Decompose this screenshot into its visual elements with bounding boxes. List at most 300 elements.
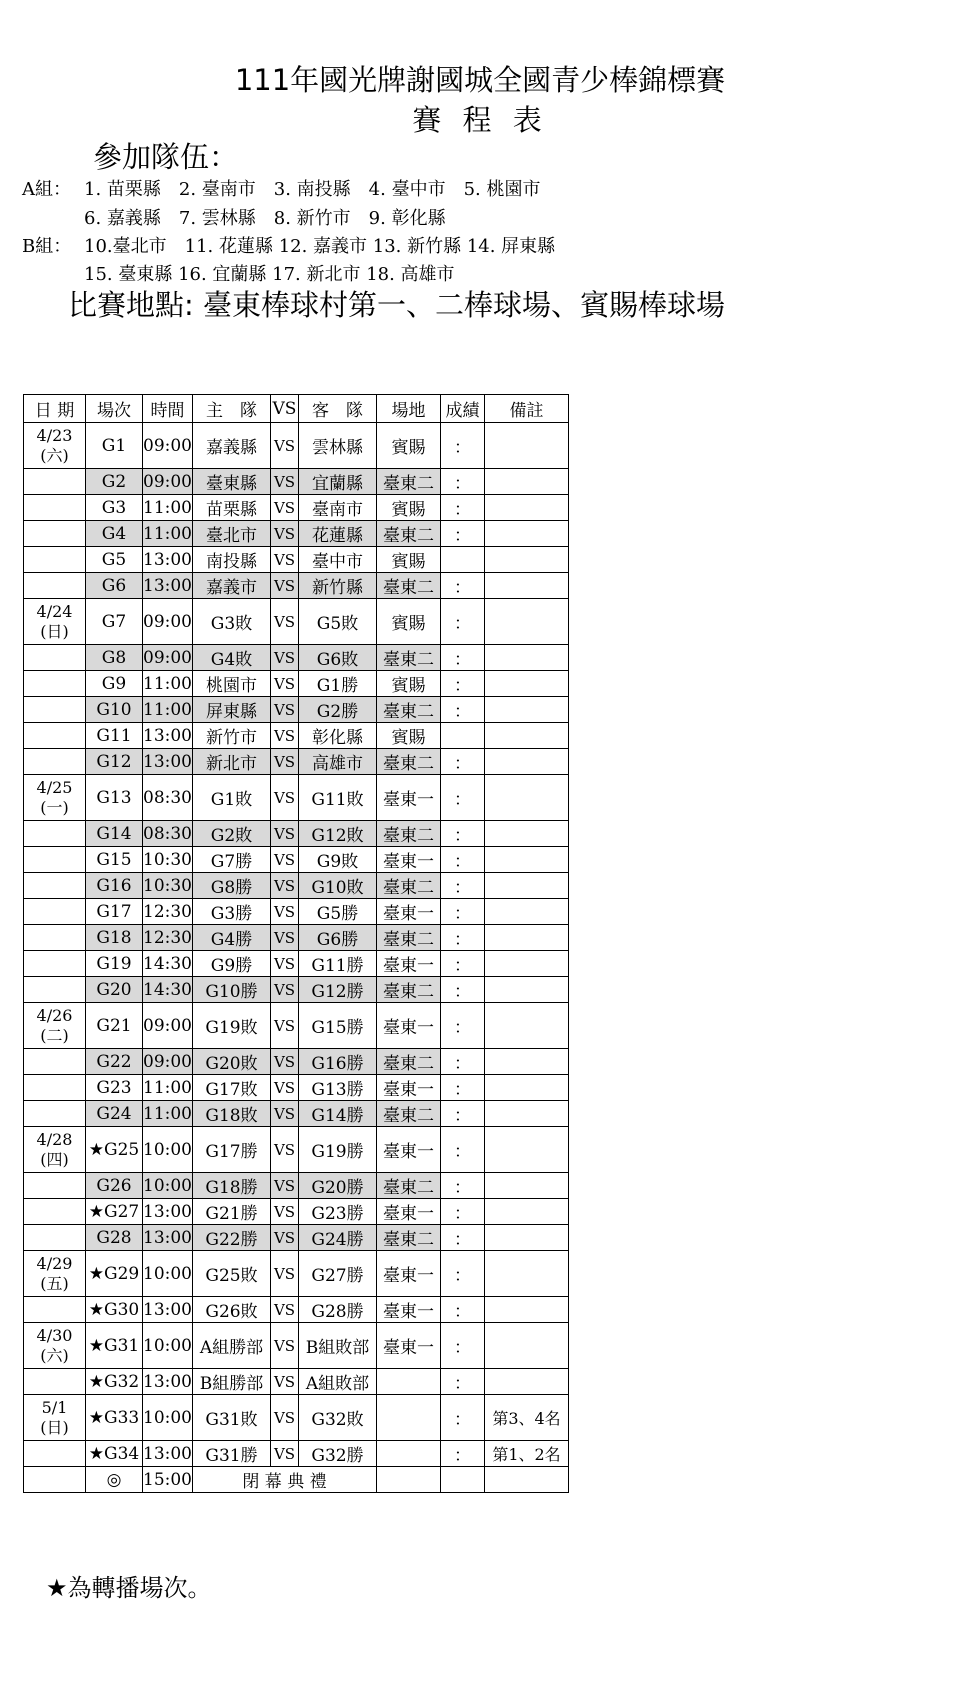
score-cell: ：	[441, 1003, 485, 1049]
score-cell: ：	[441, 821, 485, 847]
home-team-cell: G8勝	[193, 873, 271, 899]
field-cell: 賓賜	[377, 547, 441, 573]
field-cell: 賓賜	[377, 495, 441, 521]
vs-cell: VS	[271, 951, 299, 977]
score-cell	[441, 723, 485, 749]
time-cell: 11:00	[143, 671, 193, 697]
home-team-cell: 屏東縣	[193, 697, 271, 723]
table-row	[24, 1101, 569, 1127]
time-cell: 10:30	[143, 847, 193, 873]
table-row	[24, 521, 569, 547]
home-team-cell: G31勝	[193, 1441, 271, 1467]
score-cell: ：	[441, 775, 485, 821]
time-cell: 13:00	[143, 1297, 193, 1323]
vs-cell: VS	[271, 925, 299, 951]
home-team-cell: G7勝	[193, 847, 271, 873]
time-cell: 09:00	[143, 1003, 193, 1049]
vs-cell: VS	[271, 1441, 299, 1467]
home-team-cell: G4敗	[193, 645, 271, 671]
vs-cell: VS	[271, 697, 299, 723]
note-cell	[485, 697, 569, 723]
date-cell	[24, 671, 86, 697]
vs-cell: VS	[271, 775, 299, 821]
note-cell	[485, 775, 569, 821]
home-team-cell: G18勝	[193, 1173, 271, 1199]
note-cell	[485, 671, 569, 697]
game-cell: G5	[86, 547, 143, 573]
away-team-cell: G32敗	[299, 1395, 377, 1441]
score-cell: ：	[441, 1441, 485, 1467]
away-team-cell: G24勝	[299, 1225, 377, 1251]
date-cell	[24, 1369, 86, 1395]
score-cell: ：	[441, 573, 485, 599]
vs-cell: VS	[271, 1127, 299, 1173]
date-cell	[24, 1075, 86, 1101]
vs-cell: VS	[271, 873, 299, 899]
away-team-cell: G11敗	[299, 775, 377, 821]
table-row	[24, 1049, 569, 1075]
home-team-cell: 苗栗縣	[193, 495, 271, 521]
game-cell: ★G25	[86, 1127, 143, 1173]
field-cell: 賓賜	[377, 671, 441, 697]
date-cell	[24, 723, 86, 749]
time-cell: 09:00	[143, 645, 193, 671]
time-cell: 11:00	[143, 697, 193, 723]
score-cell: ：	[441, 1199, 485, 1225]
away-team-cell: G23勝	[299, 1199, 377, 1225]
document-title: 111年國光牌謝國城全國青少棒錦標賽	[234, 63, 726, 97]
date-cell	[24, 1323, 86, 1369]
home-team-cell: A組勝部	[193, 1323, 271, 1369]
field-cell	[377, 1441, 441, 1467]
time-cell: 08:30	[143, 821, 193, 847]
vs-cell: VS	[271, 749, 299, 775]
score-cell: ：	[441, 469, 485, 495]
time-cell: 13:00	[143, 573, 193, 599]
vs-cell: VS	[271, 573, 299, 599]
date-cell	[24, 1251, 86, 1297]
field-cell: 臺東一	[377, 951, 441, 977]
header-note: 備註	[485, 395, 569, 423]
vs-cell: VS	[271, 495, 299, 521]
score-cell: ：	[441, 1173, 485, 1199]
home-team-cell: G22勝	[193, 1225, 271, 1251]
field-cell: 臺東一	[377, 775, 441, 821]
date-text: 4/28	[36, 1129, 73, 1149]
score-cell: ：	[441, 1075, 485, 1101]
time-cell: 13:00	[143, 547, 193, 573]
time-cell: 14:30	[143, 977, 193, 1003]
date-cell	[24, 547, 86, 573]
date-cell	[24, 573, 86, 599]
date-cell	[24, 873, 86, 899]
game-cell: G28	[86, 1225, 143, 1251]
away-team-cell: G2勝	[299, 697, 377, 723]
note-cell	[485, 1049, 569, 1075]
table-row	[24, 1297, 569, 1323]
away-team-cell: G14勝	[299, 1101, 377, 1127]
game-cell: ★G29	[86, 1251, 143, 1297]
note-cell	[485, 847, 569, 873]
field-cell: 臺東二	[377, 573, 441, 599]
time-cell: 08:30	[143, 775, 193, 821]
date-cell	[24, 749, 86, 775]
home-team-cell: G2敗	[193, 821, 271, 847]
vs-cell: VS	[271, 723, 299, 749]
time-cell: 13:00	[143, 1225, 193, 1251]
date-cell	[24, 469, 86, 495]
date-text: 4/24	[36, 601, 73, 621]
vs-cell: VS	[271, 977, 299, 1003]
away-team-cell: G19勝	[299, 1127, 377, 1173]
vs-cell: VS	[271, 1075, 299, 1101]
time-cell: 12:30	[143, 899, 193, 925]
group-teams: 10.臺北市 11. 花蓮縣 12. 嘉義市 13. 新竹縣 14. 屏東縣	[84, 236, 556, 257]
game-cell: G17	[86, 899, 143, 925]
note-cell	[485, 1173, 569, 1199]
schedule-table	[23, 394, 569, 1493]
game-cell: G6	[86, 573, 143, 599]
away-team-cell: 高雄市	[299, 749, 377, 775]
home-team-cell: G21勝	[193, 1199, 271, 1225]
note-cell	[485, 899, 569, 925]
date-cell	[24, 423, 86, 469]
game-cell: ★G33	[86, 1395, 143, 1441]
field-cell: 臺東二	[377, 749, 441, 775]
date-cell	[24, 1225, 86, 1251]
date-cell	[24, 847, 86, 873]
closing-note	[485, 1467, 569, 1493]
note-cell	[485, 1225, 569, 1251]
away-team-cell: 花蓮縣	[299, 521, 377, 547]
note-cell	[485, 495, 569, 521]
table-row	[24, 1251, 569, 1297]
score-cell: ：	[441, 749, 485, 775]
away-team-cell: G20勝	[299, 1173, 377, 1199]
vs-cell: VS	[271, 547, 299, 573]
away-team-cell: G1勝	[299, 671, 377, 697]
table-row	[24, 599, 569, 645]
field-cell	[377, 1395, 441, 1441]
date-cell	[24, 775, 86, 821]
weekday-text: (五)	[40, 1273, 69, 1293]
closing-row	[24, 1467, 569, 1493]
table-row	[24, 977, 569, 1003]
home-team-cell: G9勝	[193, 951, 271, 977]
date-cell	[24, 1003, 86, 1049]
field-cell: 臺東一	[377, 899, 441, 925]
away-team-cell: G5敗	[299, 599, 377, 645]
header-row	[24, 395, 569, 423]
time-cell: 09:00	[143, 423, 193, 469]
table-row	[24, 1127, 569, 1173]
field-cell: 臺東一	[377, 1127, 441, 1173]
home-team-cell: 嘉義縣	[193, 423, 271, 469]
away-team-cell: G5勝	[299, 899, 377, 925]
table-row	[24, 1003, 569, 1049]
away-team-cell: G13勝	[299, 1075, 377, 1101]
game-cell: G8	[86, 645, 143, 671]
date-cell	[24, 1297, 86, 1323]
vs-cell: VS	[271, 847, 299, 873]
field-cell: 臺東一	[377, 1075, 441, 1101]
weekday-text: (日)	[40, 621, 69, 641]
field-cell: 臺東二	[377, 1049, 441, 1075]
table-row	[24, 671, 569, 697]
time-cell: 09:00	[143, 469, 193, 495]
date-text: 4/26	[36, 1005, 73, 1025]
score-cell	[441, 547, 485, 573]
away-team-cell: 彰化縣	[299, 723, 377, 749]
score-cell: ：	[441, 521, 485, 547]
weekday-text: (六)	[40, 445, 69, 465]
away-team-cell: B組敗部	[299, 1323, 377, 1369]
score-cell: ：	[441, 1049, 485, 1075]
header-time: 時間	[143, 395, 193, 423]
table-row	[24, 1441, 569, 1467]
note-cell	[485, 1323, 569, 1369]
field-cell	[377, 1369, 441, 1395]
table-row	[24, 1323, 569, 1369]
weekday-text: (一)	[40, 797, 69, 817]
note-cell	[485, 1199, 569, 1225]
date-cell	[24, 521, 86, 547]
away-team-cell: G32勝	[299, 1441, 377, 1467]
time-cell: 10:00	[143, 1395, 193, 1441]
time-cell: 11:00	[143, 495, 193, 521]
score-cell: ：	[441, 1297, 485, 1323]
score-cell: ：	[441, 697, 485, 723]
table-row	[24, 847, 569, 873]
date-cell	[24, 1173, 86, 1199]
score-cell: ：	[441, 495, 485, 521]
vs-cell: VS	[271, 1049, 299, 1075]
group-label: B組：	[22, 236, 72, 257]
date-cell	[24, 1199, 86, 1225]
venue-line: 比賽地點: 臺東棒球村第一、二棒球場、賓賜棒球場	[68, 288, 725, 322]
time-cell: 11:00	[143, 1075, 193, 1101]
vs-cell: VS	[271, 1395, 299, 1441]
field-cell: 臺東二	[377, 925, 441, 951]
game-cell: G9	[86, 671, 143, 697]
date-cell	[24, 951, 86, 977]
field-cell: 臺東二	[377, 469, 441, 495]
table-row	[24, 925, 569, 951]
date-text: 5/1	[41, 1397, 68, 1417]
table-row	[24, 749, 569, 775]
table-row	[24, 573, 569, 599]
game-cell: G21	[86, 1003, 143, 1049]
time-cell: 10:00	[143, 1173, 193, 1199]
home-team-cell: 新北市	[193, 749, 271, 775]
game-cell: G16	[86, 873, 143, 899]
time-cell: 11:00	[143, 521, 193, 547]
home-team-cell: G3勝	[193, 899, 271, 925]
vs-cell: VS	[271, 1251, 299, 1297]
group-teams: 15. 臺東縣 16. 宜蘭縣 17. 新北市 18. 高雄市	[84, 264, 455, 285]
score-cell: ：	[441, 925, 485, 951]
table-row	[24, 899, 569, 925]
vs-cell: VS	[271, 1173, 299, 1199]
home-team-cell: 南投縣	[193, 547, 271, 573]
vs-cell: VS	[271, 671, 299, 697]
field-cell: 臺東二	[377, 1101, 441, 1127]
home-team-cell: G10勝	[193, 977, 271, 1003]
header-home: 主 隊	[193, 395, 271, 423]
score-cell: ：	[441, 1369, 485, 1395]
time-cell: 10:00	[143, 1251, 193, 1297]
away-team-cell: G28勝	[299, 1297, 377, 1323]
home-team-cell: 嘉義市	[193, 573, 271, 599]
note-cell	[485, 1297, 569, 1323]
away-team-cell: G11勝	[299, 951, 377, 977]
note-cell	[485, 423, 569, 469]
home-team-cell: 臺東縣	[193, 469, 271, 495]
field-cell: 臺東一	[377, 1297, 441, 1323]
group-a-line-2	[22, 204, 446, 230]
vs-cell: VS	[271, 599, 299, 645]
vs-cell: VS	[271, 1101, 299, 1127]
time-cell: 13:00	[143, 1199, 193, 1225]
time-cell: 11:00	[143, 1101, 193, 1127]
away-team-cell: 臺南市	[299, 495, 377, 521]
field-cell: 臺東一	[377, 1251, 441, 1297]
group-a-line-1	[22, 175, 540, 201]
note-cell	[485, 1075, 569, 1101]
note-cell	[485, 821, 569, 847]
table-row	[24, 469, 569, 495]
score-cell: ：	[441, 1323, 485, 1369]
note-cell	[485, 951, 569, 977]
vs-cell: VS	[271, 1297, 299, 1323]
date-text: 4/29	[36, 1253, 73, 1273]
game-cell: G24	[86, 1101, 143, 1127]
away-team-cell: 宜蘭縣	[299, 469, 377, 495]
header-field: 場地	[377, 395, 441, 423]
table-row	[24, 775, 569, 821]
field-cell: 臺東一	[377, 1003, 441, 1049]
table-row	[24, 873, 569, 899]
note-cell: 第1、2名	[485, 1441, 569, 1467]
date-text: 4/25	[36, 777, 73, 797]
game-cell: G1	[86, 423, 143, 469]
game-cell: G11	[86, 723, 143, 749]
away-team-cell: G12勝	[299, 977, 377, 1003]
closing-field	[377, 1467, 441, 1493]
note-cell	[485, 645, 569, 671]
score-cell: ：	[441, 599, 485, 645]
game-cell: ★G32	[86, 1369, 143, 1395]
note-cell	[485, 1369, 569, 1395]
game-cell: G13	[86, 775, 143, 821]
closing-event: 閉 幕 典 禮	[193, 1467, 377, 1493]
date-cell	[24, 977, 86, 1003]
date-cell	[24, 899, 86, 925]
field-cell: 臺東二	[377, 873, 441, 899]
game-cell: ★G31	[86, 1323, 143, 1369]
game-cell: G23	[86, 1075, 143, 1101]
game-cell: G2	[86, 469, 143, 495]
score-cell: ：	[441, 899, 485, 925]
header-game: 場次	[86, 395, 143, 423]
away-team-cell: G10敗	[299, 873, 377, 899]
header-score: 成績	[441, 395, 485, 423]
home-team-cell: G18敗	[193, 1101, 271, 1127]
date-text: 4/30	[36, 1325, 73, 1345]
vs-cell: VS	[271, 469, 299, 495]
field-cell: 賓賜	[377, 723, 441, 749]
group-b-line-1	[22, 232, 555, 258]
score-cell: ：	[441, 1225, 485, 1251]
note-cell	[485, 547, 569, 573]
group-teams: 1. 苗栗縣 2. 臺南市 3. 南投縣 4. 臺中市 5. 桃園市	[84, 179, 541, 200]
game-cell: G15	[86, 847, 143, 873]
home-team-cell: 桃園市	[193, 671, 271, 697]
table-row	[24, 821, 569, 847]
table-row	[24, 495, 569, 521]
score-cell: ：	[441, 1395, 485, 1441]
time-cell: 10:00	[143, 1323, 193, 1369]
date-text: 4/23	[36, 425, 73, 445]
home-team-cell: G25敗	[193, 1251, 271, 1297]
table-row	[24, 1199, 569, 1225]
note-cell	[485, 925, 569, 951]
score-cell: ：	[441, 951, 485, 977]
home-team-cell: G17敗	[193, 1075, 271, 1101]
vs-cell: VS	[271, 1323, 299, 1369]
note-cell	[485, 573, 569, 599]
away-team-cell: 臺中市	[299, 547, 377, 573]
away-team-cell: 新竹縣	[299, 573, 377, 599]
score-cell: ：	[441, 1251, 485, 1297]
vs-cell: VS	[271, 1003, 299, 1049]
game-cell: G10	[86, 697, 143, 723]
date-cell	[24, 925, 86, 951]
closing-game: ◎	[86, 1467, 143, 1493]
game-cell: G14	[86, 821, 143, 847]
game-cell: ★G34	[86, 1441, 143, 1467]
score-cell: ：	[441, 1101, 485, 1127]
date-cell	[24, 1049, 86, 1075]
note-cell	[485, 1003, 569, 1049]
time-cell: 13:00	[143, 749, 193, 775]
score-cell: ：	[441, 1127, 485, 1173]
note-cell	[485, 723, 569, 749]
note-cell	[485, 749, 569, 775]
date-cell	[24, 1395, 86, 1441]
date-cell	[24, 1127, 86, 1173]
away-team-cell: G15勝	[299, 1003, 377, 1049]
date-cell	[24, 1101, 86, 1127]
table-row	[24, 1075, 569, 1101]
closing-time: 15:00	[143, 1467, 193, 1493]
vs-cell: VS	[271, 1369, 299, 1395]
time-cell: 10:30	[143, 873, 193, 899]
footer-note: ★為轉播場次。	[46, 1574, 212, 1602]
home-team-cell: G17勝	[193, 1127, 271, 1173]
note-cell	[485, 1101, 569, 1127]
home-team-cell: G26敗	[193, 1297, 271, 1323]
field-cell: 賓賜	[377, 599, 441, 645]
table-row	[24, 645, 569, 671]
field-cell: 臺東二	[377, 821, 441, 847]
away-team-cell: G9敗	[299, 847, 377, 873]
game-cell: G26	[86, 1173, 143, 1199]
field-cell: 臺東二	[377, 1173, 441, 1199]
field-cell: 臺東二	[377, 977, 441, 1003]
game-cell: G19	[86, 951, 143, 977]
header-away: 客 隊	[299, 395, 377, 423]
